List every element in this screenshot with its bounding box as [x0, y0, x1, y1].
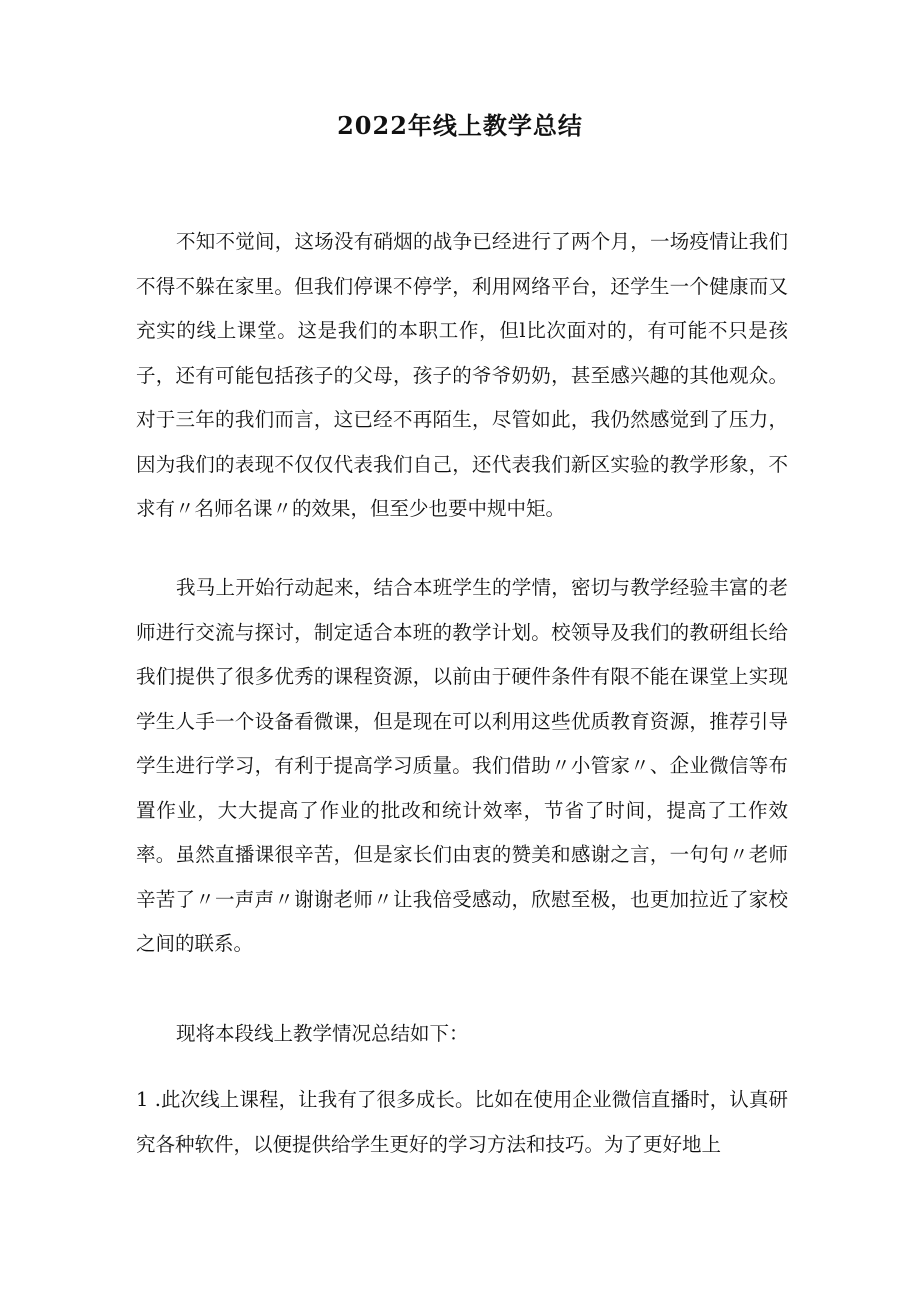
- paragraph-summary-lead: 现将本段线上教学情况总结如下：: [176, 1022, 469, 1045]
- document-title: 2022年线上教学总结: [337, 111, 583, 140]
- paragraph-list-item-1: 1 .此次线上课程，让我有了很多成长。比如在使用企业微信直播时，认真研究各种软件，以便提供给学生更好的学习方法和技巧。为了更好地上: [136, 1088, 788, 1156]
- paragraph-actions: 我马上开始行动起来，结合本班学生的学情，密切与教学经验丰富的老师进行交流与探讨，制定适合本班的教学计划。校领导及我们的教研组长给我们提供了很多优秀的课程资源，以前由于硬件条件有限不能在课堂上实现学生人手一个设备看微课，但是现在可以利用这些优质教育资源，推荐引导学生进行学习，有利于提高学习质量。我们借助〃小管家〃、企业微信等布置作业，大大提高了作业的批改和统计效率，节省了时间，提高了工作效率。虽然直播课很辛苦，但是家长们由衷的赞美和感谢之言，一句句〃老师辛苦了〃一声声〃谢谢老师〃让我倍受感动，欣慰至极，也更加拉近了家校之间的联系。: [136, 576, 788, 955]
- paragraph-intro: 不知不觉间，这场没有硝烟的战争已经进行了两个月，一场疫情让我们不得不躲在家里。但我们停课不停学，利用网络平台，还学生一个健康而又充实的线上课堂。这是我们的本职工作，但l比次面对的，有可能不只是孩子，还有可能包括孩子的父母，孩子的爷爷奶奶，甚至感兴趣的其他观众。对于三年的我们而言，这已经不再陌生，尽管如此，我仍然感觉到了压力，因为我们的表现不仅仅代表我们自己，还代表我们新区实验的教学形象，不求有〃名师名课〃的效果，但至少也要中规中矩。: [136, 230, 788, 520]
